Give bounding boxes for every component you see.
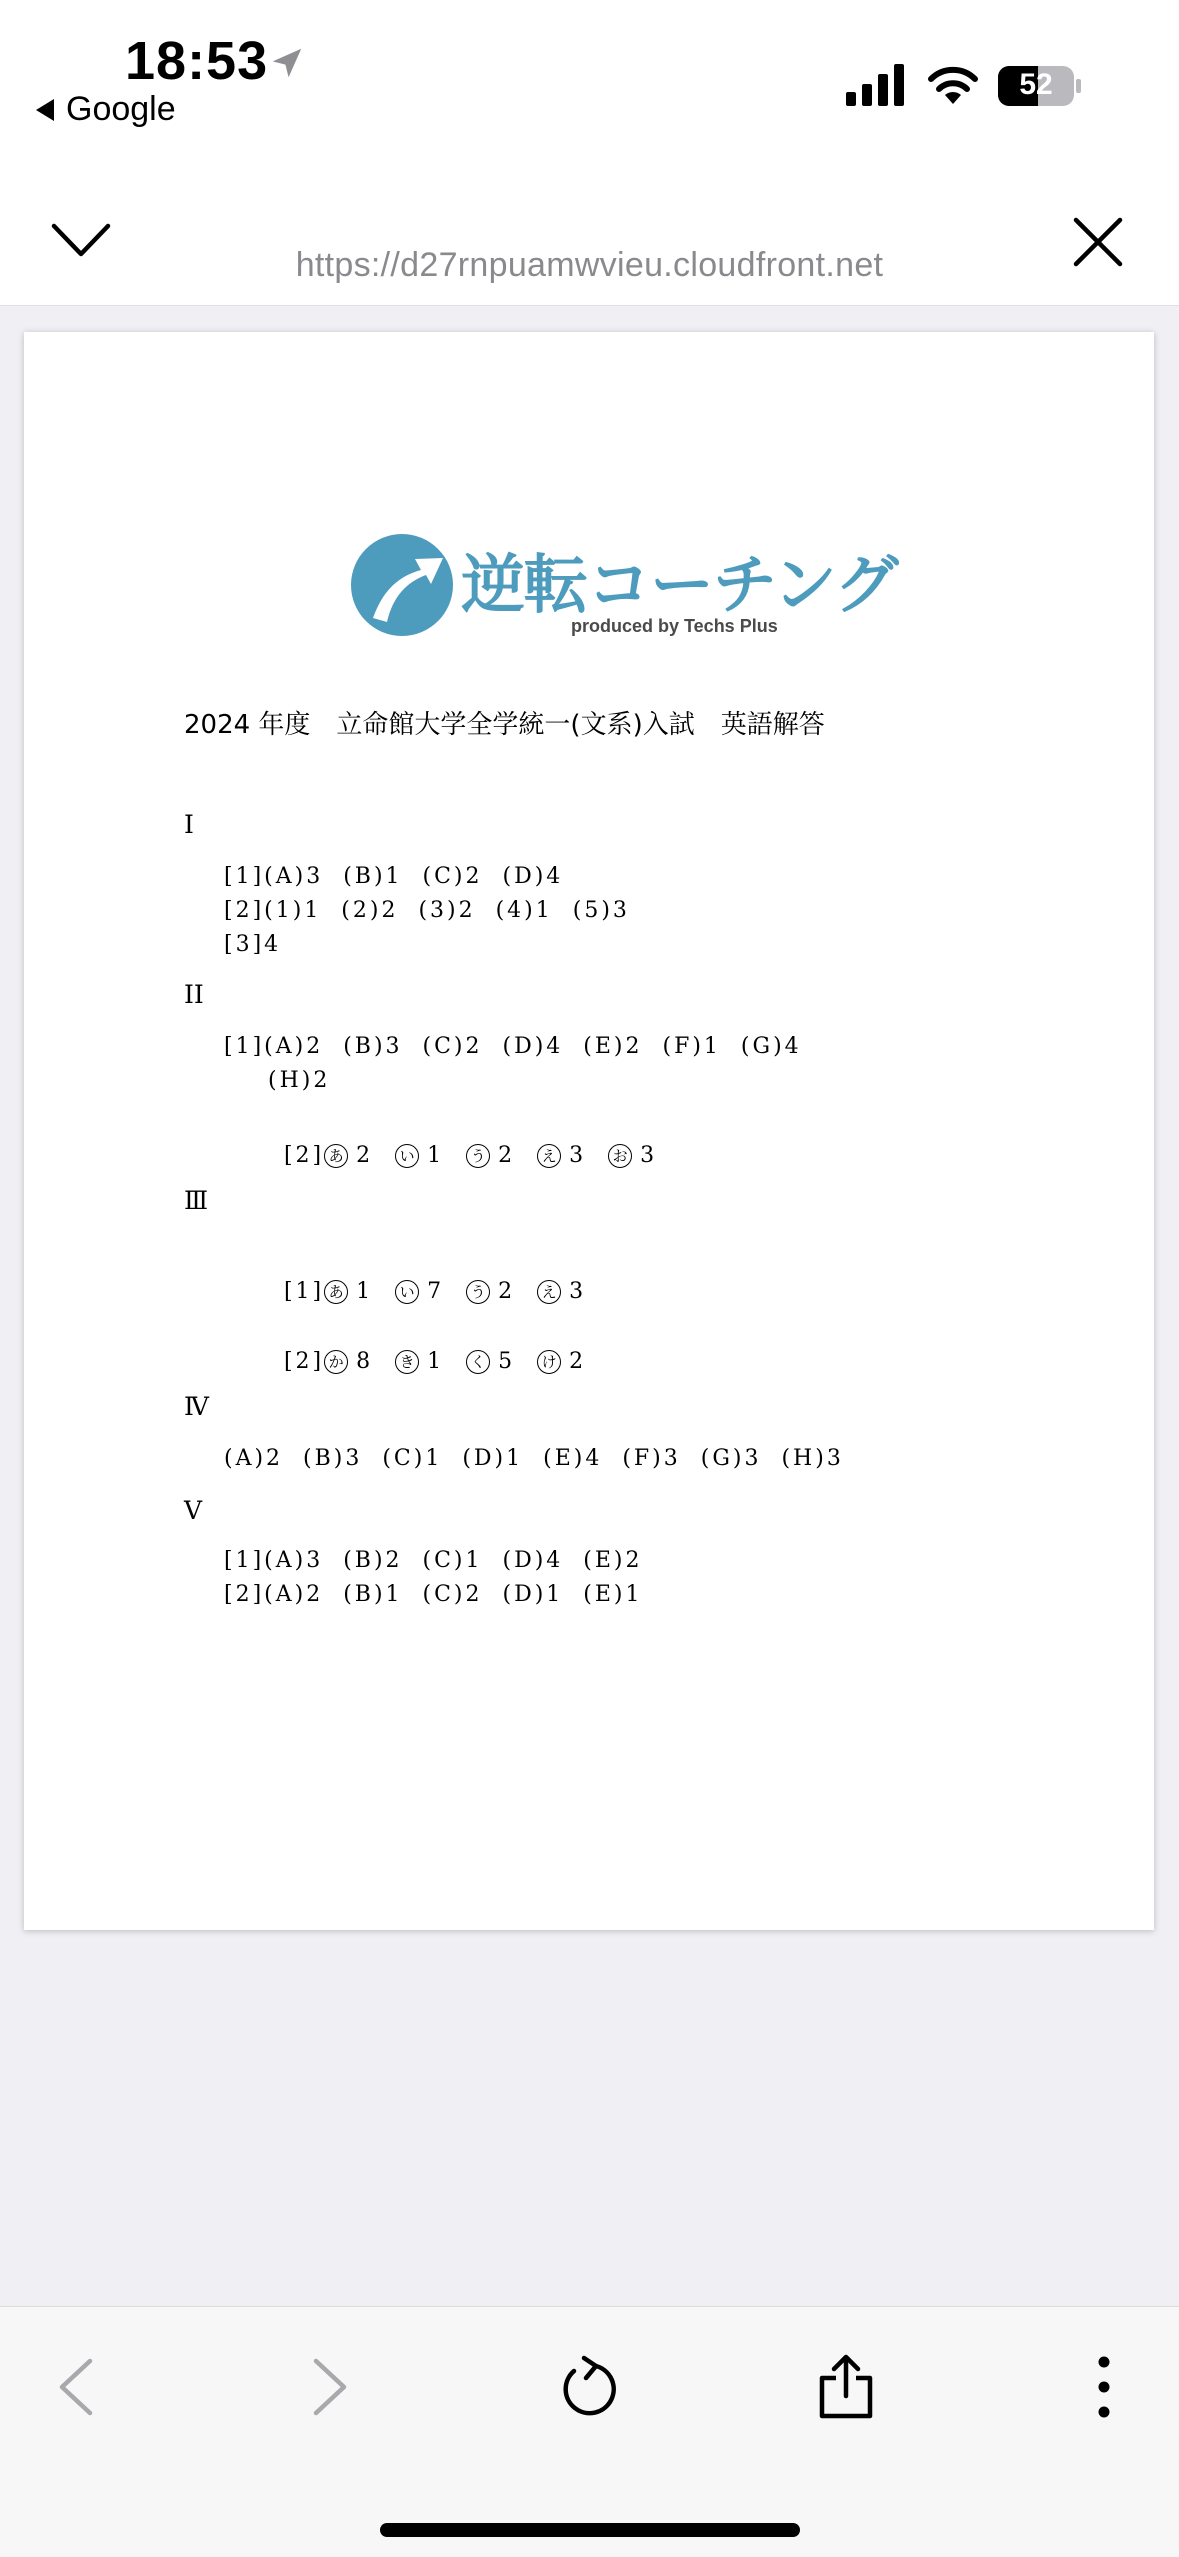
answer-prefix: [2] (283, 1349, 325, 1374)
document-viewer[interactable] (0, 306, 1179, 2306)
answer-value: 3 (569, 1143, 587, 1168)
answer-prefix: [1] (283, 1279, 325, 1304)
answer-line: (A)2 (B)3 (C)1 (D)1 (E)4 (F)3 (G)3 (H)3 (224, 1446, 844, 1471)
circled-mark: き (395, 1350, 419, 1374)
circled-mark: お (608, 1144, 632, 1168)
answer-line-circled (224, 1324, 608, 1399)
reload-icon (556, 2354, 620, 2420)
answer-value: 2 (498, 1143, 516, 1168)
section-heading: V (184, 1496, 203, 1525)
share-icon (816, 2352, 876, 2422)
cellular-signal-icon (846, 64, 906, 106)
back-button[interactable] (36, 2347, 116, 2427)
circled-mark: け (537, 1350, 561, 1374)
share-button[interactable] (806, 2347, 886, 2427)
back-icon (54, 2355, 98, 2419)
answer-value: 7 (427, 1279, 445, 1304)
browser-toolbar (0, 2306, 1179, 2557)
url-label[interactable]: https://d27rnpuamwvieu.cloudfront.net (295, 246, 884, 284)
circled-mark: い (395, 1280, 419, 1304)
pdf-page (24, 332, 1154, 1930)
circled-mark: く (466, 1350, 490, 1374)
section-heading: II (184, 980, 204, 1009)
logo-text: 逆転コーチング (461, 549, 898, 621)
section-heading: Ⅲ (184, 1186, 209, 1215)
logo (349, 532, 898, 642)
status-bar (0, 0, 1179, 130)
answer-line: [1](A)2 (B)3 (C)2 (D)4 (E)2 (F)1 (G)4 (224, 1034, 802, 1059)
circled-mark: あ (324, 1144, 348, 1168)
answer-value: 8 (356, 1349, 374, 1374)
location-arrow-icon (268, 44, 306, 82)
battery-level: 52 (1019, 68, 1053, 101)
section-heading: I (184, 810, 194, 839)
close-icon[interactable] (1072, 216, 1124, 268)
answer-value: 2 (356, 1143, 374, 1168)
answer-line-circled (224, 1254, 608, 1329)
circled-mark: え (537, 1280, 561, 1304)
reload-button[interactable] (548, 2347, 628, 2427)
circled-mark: い (395, 1144, 419, 1168)
answer-value: 1 (356, 1279, 374, 1304)
forward-button[interactable] (290, 2347, 370, 2427)
answer-line: [2](1)1 (2)2 (3)2 (4)1 (5)3 (224, 898, 630, 923)
answer-value: 5 (498, 1349, 516, 1374)
answer-line: [1](A)3 (B)2 (C)1 (D)4 (E)2 (224, 1548, 643, 1573)
logo-arrow-icon (349, 532, 455, 638)
back-to-app-button[interactable] (36, 90, 176, 129)
more-button[interactable] (1064, 2347, 1144, 2427)
answer-line: (H)2 (268, 1068, 331, 1093)
battery-indicator (998, 66, 1082, 106)
clock: 18:53 (125, 31, 269, 91)
answer-value: 2 (498, 1279, 516, 1304)
more-icon (1094, 2354, 1114, 2420)
section-heading: Ⅳ (184, 1392, 209, 1421)
answer-value: 3 (569, 1279, 587, 1304)
answer-value: 1 (427, 1143, 445, 1168)
answer-prefix: [2] (283, 1143, 325, 1168)
wifi-icon (925, 62, 981, 106)
answer-value: 2 (569, 1349, 587, 1374)
circled-mark: あ (324, 1280, 348, 1304)
answer-value: 3 (640, 1143, 658, 1168)
circled-answers (324, 1349, 608, 1374)
circled-mark: か (324, 1350, 348, 1374)
circled-answers (324, 1143, 679, 1168)
logo-subtitle: produced by Techs Plus (571, 616, 778, 636)
answer-line-circled (224, 1118, 679, 1193)
document-title: 2024 年度 立命館大学全学統一(文系)入試 英語解答 (184, 710, 825, 740)
back-triangle-icon (36, 99, 54, 121)
back-app-label: Google (66, 90, 176, 128)
circled-mark: う (466, 1280, 490, 1304)
circled-mark: う (466, 1144, 490, 1168)
browser-top-bar (0, 130, 1179, 306)
answer-value: 1 (427, 1349, 445, 1374)
answer-line: [3]4 (224, 932, 282, 957)
home-indicator (380, 2523, 800, 2537)
answer-line: [1](A)3 (B)1 (C)2 (D)4 (224, 864, 564, 889)
forward-icon (308, 2355, 352, 2419)
circled-mark: え (537, 1144, 561, 1168)
circled-answers (324, 1279, 608, 1304)
answer-line: [2](A)2 (B)1 (C)2 (D)1 (E)1 (224, 1582, 643, 1607)
